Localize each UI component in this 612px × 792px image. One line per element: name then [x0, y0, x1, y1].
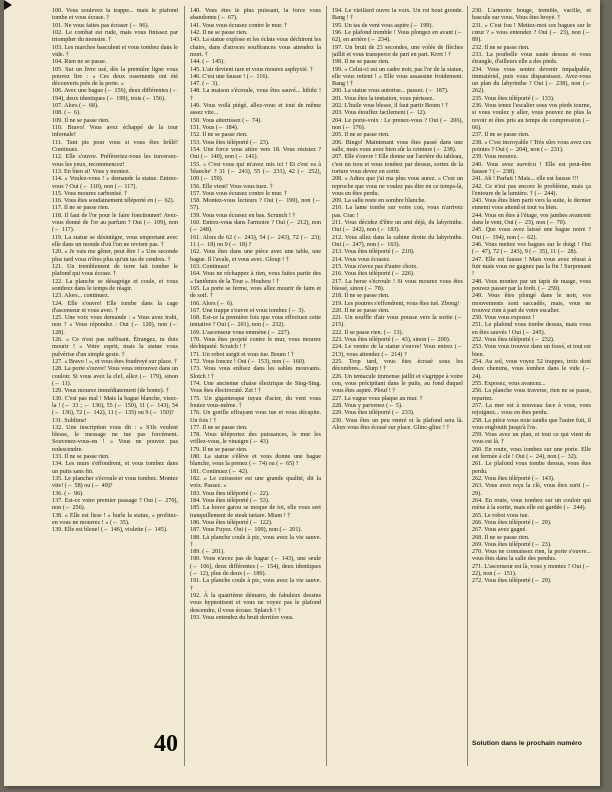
paragraph-entry: 221. Un souffle d'air vous pousse vers la sortie (← 215).	[332, 315, 463, 329]
paragraph-entry: 158. Montez-vous lecteurs ? Oui (← 199), non (← 57).	[190, 198, 321, 212]
text-column-1	[52, 8, 178, 748]
paragraph-entry: 175. Un gigantesque tuyau d'acier, du vent vous foutez vous-même. †	[190, 395, 321, 409]
paragraph-entry: 207. Elle s'ouvre ! Elle donne sur l'arrière du tableau, c'est un trou et vous tombez par dessus, sortez de la torture vous devez en sortir.	[332, 154, 463, 175]
paragraph-entry: 260. En route, vous tombez sur une porte. Elle est fermée à clé ! Oui (← 24), non (← 32).	[472, 446, 591, 461]
paragraph-entry: 230. Vous êtes un peu rentré et la plafond sera là. Alors vous êtes écrasé sur place. Glinc-glinc ! †	[332, 417, 463, 431]
paragraph-entry: 198. Il ne se passe rien.	[332, 59, 390, 66]
paragraph-entry: 214. Vous vous écrasez.	[332, 256, 391, 263]
paragraph-entry: 180. La statue s'élève et vous donne une bague blanche, vous la prenez (← 74) ou (← 65) ?	[190, 454, 321, 468]
text-column-3	[332, 8, 463, 748]
paragraph-entry: 271. L'ascenseur est là, vous y montez ? Oui (← 22), non (← 151).	[472, 563, 591, 578]
paragraph-entry: 189. (← 201).	[190, 549, 225, 556]
paragraph-entry: 118. Il faut de l'or pour le faire fonctionner! Avez-vous donné de l'or au parfum ? Oui (← 109), non (← 117).	[52, 212, 178, 234]
paragraph-entry: 160. Entrez-vous dans l'armoire ? Oui (← 212), non (← 248).	[190, 220, 321, 234]
paragraph-entry: 119. La statue se désintègre, vous emportant avec elle dans un monde d'où l'on ne revient pas. †	[52, 234, 178, 248]
corner-arrow-icon	[4, 0, 12, 10]
paragraph-entry: 264. En route, vous tombez sur un couloir qui mène à la sortie, mais elle est gardée (← 244).	[472, 497, 591, 512]
paragraph-entry: 188. Là planche coule à pic, vous avez la vie sauve. †	[190, 534, 321, 548]
paragraph-entry: 219. Les poutres s'effondrent, vous êtes tué. Zbong!	[332, 300, 460, 307]
paragraph-entry: 205. Il ne se passe rien.	[332, 132, 390, 139]
paragraph-entry: 156. Elle vient! Vous vous tuez. †	[190, 183, 273, 190]
paragraph-entry: 179. Il ne se passe rien.	[190, 446, 248, 453]
paragraph-entry: 122. La planche se désagrège et coule, et vous sombrez dans le temps de réagir.	[52, 278, 178, 292]
paragraph-entry: 250. Vous vous exposez !	[472, 315, 535, 322]
paragraph-entry: 136. (← 96).	[52, 490, 84, 497]
paragraph-entry: 186. Vous êtes téléporté (← 122).	[190, 519, 273, 526]
paragraph-entry: 114. « Voulez-vous ! » demande la statue. Entrez-vous ? Oui (← 110), non (← 117).	[52, 176, 178, 190]
paragraph-entry: 194. Le vieillard ouvre la voix. Un roi bout gronde. Bang ! †	[332, 8, 463, 22]
paragraph-entry: 169. L'ascenseur vous emmène (← 227).	[190, 329, 291, 336]
paragraph-entry: 129. Vous mourez immédiatement (de honte). †	[52, 388, 169, 395]
paragraph-entry: 254. Au sol, vous voyez 52 trappes, trois dont deux chemins, vous tombez dans le vide (← 24).	[472, 359, 591, 380]
paragraph-entry: 251. Le plafond vous tombe dessus, mais vous en êtes sauvés ! Oui (← 245).	[472, 322, 591, 336]
paragraph-entry: 128. La porte s'ouvre! Vous vous retrouvez dans un couloir. Si vous avez la clef, allez (← 179), sinon (← 11).	[52, 366, 178, 387]
text-column-4	[472, 8, 591, 748]
paragraph-entry: 101. Ne vous faites pas écraser (← 96).	[52, 22, 150, 29]
paragraph-entry: 243. Vous êtes bien parti vers la suite, le dernier ennemi vous attend et tout va bien.	[472, 198, 591, 212]
paragraph-entry: 220. Il ne se passe rien.	[332, 307, 390, 314]
paragraph-entry: 145. L'air devient rare et vous mourez asphyxié. †	[190, 66, 313, 73]
paragraph-entry: 241. Ah ! Parfait ! Mais... elle est fausse !!!	[472, 176, 579, 183]
paragraph-entry: 253. Vous vous trouvez dans un fossé, et tout est bien.	[472, 344, 591, 358]
paragraph-entry: 192. À la quatrième démarre, de fabuleux dessins vous hypnotisent et vous ne voyez pas le plafond descendre, il vous écrase. Splatch ! †	[190, 593, 321, 614]
paragraph-entry: 263. Vous avez reçu la clé, vous êtes sorti (← 29).	[472, 483, 591, 497]
paragraph-entry: 233. La poubelle vous saute dessus et vous étrangle, d'ailleurs elle a des pieds.	[472, 51, 591, 66]
paragraph-entry: 204. Le porte-voix : Le prenez-vous ? Oui (← 206), non (← 176).	[332, 117, 463, 131]
paragraph-entry: 256. La planche vous traverse, rien ne se passe, repartez.	[472, 388, 591, 402]
paragraph-entry: 109. Il ne se passe rien.	[52, 117, 110, 124]
paragraph-entry: 159. Vous vous écrasez en bas. Scrunch ! †	[190, 212, 296, 219]
solution-note: Solution dans le prochain numéro	[472, 740, 582, 747]
paragraph-entry: 143. La statue explose et les éclats vous déchirent les chairs, dans d'atroces souffrances vous attendez la mort. †	[190, 37, 321, 58]
paragraph-entry: 258. La pièce vous noie tandis que l'autre fuit, il vous engloutit jusqu'à l'os.	[472, 417, 591, 431]
paragraph-entry: 212. Vous allez dans la cabine droite du labyrinthe. Oui (← 247), non (← 163).	[332, 234, 463, 248]
paragraph-entry: 105. Sur un livre usé, dès la première ligne vous pouvez lire : « Ces deux ossements ont été découverts près de la porte. »	[52, 66, 178, 88]
paragraph-entry: 235. Vous êtes téléporté (← 133).	[472, 95, 555, 102]
paragraph-entry: 165. La porte se ferme, vous allez mourir de faim et de soif. †	[190, 285, 321, 300]
paragraph-entry: 259. Vous avez un plan, et tout ce qui vient de vous est là. †	[472, 432, 591, 446]
paragraph-entry: 144. (← 145).	[190, 59, 225, 66]
paragraph-entry: 269. Vous êtes téléporté (← 23).	[472, 541, 552, 548]
paragraph-entry: 150. Vous atterrissez (← 74).	[190, 117, 262, 124]
paragraph-entry: 208. « Adieu que j'ai ma plus vous aurez. » C'est un reproche que vous ne voulez pas dire en ce temps-là, vous en êtes perdu.	[332, 176, 463, 197]
paragraph-entry: 138. « Elle est lisse ! » hurle la statue, « profitez-en vous ne mourrez ! » (← 35).	[52, 512, 178, 526]
paragraph-entry: 125. Une voix vous demande : « Vous avez trahi, non ? » Vous répondez : Oui (← 120), non (← 128).	[52, 315, 178, 336]
paragraph-entry: 267. Vous avez gagné.	[472, 527, 527, 534]
paragraph-entry: 229. Vous êtes téléporté (← 233).	[332, 410, 415, 417]
paragraph-entry: 167. Une trappe s'ouvre et vous tombez (← 3).	[190, 307, 306, 314]
paragraph-entry: 103. Les marches basculent et vous tombez dans le vide. †	[52, 44, 178, 58]
paragraph-entry: 209. La salle reste en sombre blanche.	[332, 198, 426, 205]
paragraph-entry: 152. Il ne se passe rien.	[190, 132, 248, 139]
paragraph-entry: 196. Le plafond tremble ! Vous plongez en avant (← 62), en arrière (← 234).	[332, 29, 463, 44]
paragraph-entry: 117. Il ne se passe rien.	[52, 205, 110, 212]
paragraph-entry: 227. La vague vous plaque au mur. †	[332, 395, 423, 402]
paragraph-entry: 210. La lame tombe sur votre cou, vous n'arrivez pas. Crac !	[332, 205, 463, 219]
paragraph-entry: 182. « Le cuirassier est une grande qualité, dit la voix. Passez. »	[190, 476, 321, 490]
paragraph-entry: 236. Vous tenez l'escalier sous vos pieds tourne, si vous voulez y aller, vous pouvez ne plus la revoir et êtes pris au temps de compression (← 66).	[472, 103, 591, 131]
paragraph-entry: 190. Vous n'avez pas de bague (← 143), une seule (← 106), deux différentes (← 154), deux identiques (← 12), plus de deux (← 189).	[190, 556, 321, 578]
paragraph-entry: 106. Avec une bague (← 156), deux différentes (← 194), deux identiques (← 199), trois (← 156).	[52, 88, 178, 102]
paragraph-entry: 176. Un gorille effrayant vous tue et vous décapite. Un fois ! †	[190, 410, 321, 424]
paragraph-entry: 134. Les murs s'effondrent, et vous tombez dans un puits sans fin.	[52, 461, 178, 475]
paragraph-entry: 100. Vous soulevez la trappe... mais le plafond tombe et vous écrase. †	[52, 8, 178, 22]
paragraph-entry: 162. Vous êtes dans une pièce avec une table, une bague. Il l'avale, et vous avec. Gloup ! †	[190, 249, 321, 263]
paragraph-entry: 232. Il ne se passe rien.	[472, 44, 530, 51]
paragraph-entry: 121. Un tremblement de terre fait tomber le plafond qui vous écrase. †	[52, 263, 178, 278]
paragraph-entry: 187. Vous Fuyez. Oui (← 109), non (← 201).	[190, 527, 303, 534]
paragraph-entry: 137. Est-ce votre premier passage ? Oui (← 270), non (← 256).	[52, 497, 178, 512]
column-divider	[326, 6, 327, 766]
paragraph-entry: 246. Vous mettez vos bagues sur le doigt ! Oui (← 47), 72 (← 243), 9 (← 35), 11 (← 28).	[472, 242, 591, 256]
paragraph-entry: 262. Vous êtes téléporté (← 143).	[472, 476, 555, 482]
paragraph-entry: 268. Il ne se passe rien.	[472, 534, 530, 541]
paragraph-entry: 261. Le plafond vous tombe dessus, vous êtes perdu.	[472, 461, 591, 475]
paragraph-entry: 110. Bravo! Vous avez échappé de la tour infernale!	[52, 125, 178, 139]
paragraph-entry: 115. Vous mourez carbonisé. †	[52, 190, 128, 197]
page-number: 40	[154, 731, 178, 757]
paragraph-entry: 140. Vous êtes le plus puissant, la force vous abandonne (← 67).	[190, 8, 321, 22]
paragraph-entry: 237. Il ne se passe rien.	[472, 132, 530, 139]
paragraph-entry: 270. Vous ne connaissez rien, la porte s'ouvre... vous êtes dans la salle des pendus.	[472, 549, 591, 563]
paragraph-entry: 135. Le plancher s'écroule et vous tombez. Montez vite! (← 58) ou (← 49)?	[52, 476, 178, 490]
paragraph-entry: 197. Un bruit de 23 secondes, une volée de flèches jaillit et vous transperce de part en part. Krrrt ! †	[332, 44, 463, 58]
paragraph-entry: 230. L'armoire bouge, tremble, vacille, et bascule sur vous. Vous êtes broyé. †	[472, 8, 591, 22]
column-divider	[184, 6, 185, 766]
paragraph-entry: 131. Sublime!	[52, 417, 87, 424]
paragraph-entry: 234. Vous vous sentez devenir impalpable, immatériel, puis vous disparaissez. Avez-vous un plan du labyrinthe ? Oui (← 238), non (← 262).	[472, 66, 591, 95]
paragraph-entry: 249. Vous êtes plongé dans le noir, vos mouvements sont saccadés, mais, vous ne trouvez rien à part de votre escalier.	[472, 293, 591, 314]
paragraph-entry: 213. Vous êtes téléporté (← 210).	[332, 249, 415, 256]
paragraph-entry: 244. Vous en êtes à l'étage, vos jambes avancent dans le vent, Oui (← 23), non (← 70).	[472, 212, 591, 227]
paragraph-entry: 178. Vous téléportez des puissances, le mur les vrillez-vous, le vinaigre (← 43).	[190, 432, 321, 446]
paragraph-entry: 195. Un tas de vent vous aspire (← 199).	[332, 22, 433, 29]
paragraph-entry: 157. Vous vous écrasez contre le mur. †	[190, 190, 288, 197]
paragraph-entry: 120. « Je vais me gêner, peut être ! » Une seconde plus tard vous n'êtes plus qu'un tas de cendres. †	[52, 249, 178, 263]
paragraph-entry: 183. Vous êtes téléporté (← 22).	[190, 490, 270, 497]
paragraph-entry: 149. Vous voilà piégé, allez-vous et tout de même assez vite...	[190, 103, 321, 117]
paragraph-entry: 139. Elle est bleue! (← 146), violette (← 145).	[52, 527, 168, 534]
paragraph-entry: 112. Elle s'ouvre. Préfèreriez-vous les traversez-vous les yeux, recommencez!	[52, 154, 178, 168]
paragraph-entry: 172. Vous foncez ! Oui (← 153), non (← 160).	[190, 359, 306, 365]
paragraph-entry: 170. Vous êtes projeté contre le mur, vous mourez déchiqueté. Scratch ! †	[190, 337, 321, 351]
paragraph-entry: 173. Vous vous enlisez dans les sables mouvants. Slotch ! †	[190, 366, 321, 380]
paragraph-entry: 116. Vous êtes soudainement téléporté en (← 62).	[52, 198, 175, 205]
paragraph-entry: 199. « Celui-ci est un cadre noir, pas l'or de la statue, elle vous retient ! » Elle vous assassine froidement. Bang ! †	[332, 66, 463, 88]
paragraph-entry: 222. Il se passe rien. (← 13).	[332, 329, 404, 336]
paragraph-entry: 151. Vous (← 184).	[190, 125, 239, 131]
paragraph-entry: 132. Une inscription vous dit : « S'ils veulent blesse, le message ne tue pas forcément. Souvenez-vous-en ! » Vous ne pouvez pas redescendre.	[52, 424, 178, 453]
paragraph-entry: 218. Il ne se passe rien.	[332, 293, 390, 300]
paragraph-entry: 226. Un tentacule immense jaillit et s'agrippe à votre cou, vous précipitant dans le puits, au fond duquel vous êtes aspiré. Plouf ! †	[332, 373, 463, 395]
paragraph-entry: 185. La louve garou se moque de toi, elle vous sert tranquillement de steak tartare. Miam ! †	[190, 505, 321, 519]
paragraph-entry: 113. En bien si! Vous y montez.	[52, 168, 131, 175]
paragraph-entry: 107. Alors (← 68).	[52, 103, 99, 110]
paragraph-entry: 111. Tant pis pour vous si vous êtes brûlé! Continuez.	[52, 139, 178, 153]
paragraph-entry: 245. Que vous avez laissé une bague noire ? Oui (← 194), non (← 62).	[472, 227, 591, 241]
paragraph-entry: 154. Une force vous attire vers 18. Vous résistez ? Oui (← 140), non (← 141).	[190, 146, 321, 161]
text-column-2	[190, 8, 321, 748]
paragraph-entry: 181. Continuez (← 42).	[190, 468, 249, 475]
paragraph-entry: 266. Vous êtes téléporté (← 29).	[472, 519, 552, 526]
paragraph-entry: 141. Vous vous écrasez contre le mur. †	[190, 22, 288, 29]
paragraph-entry: 133. Il ne se passe rien.	[52, 454, 110, 461]
paragraph-entry: 155. « C'est vous qui m'avez mis ici ! Et c'est va à 'blanche' ? 31 (← 243), 55 (← 231), 42 (← 252), 109 (← 159).	[190, 161, 321, 183]
paragraph-entry: 193. Vous entendez du bruit derrière vous.	[190, 614, 294, 621]
paragraph-entry: 238. « C'est incroyable ! Très sûrs vous avez ces pointes ? Oui (← 204), non (← 231).	[472, 139, 591, 153]
paragraph-entry: 124. Elle s'ouvre! Elle tombe dans la cage d'ascenseur et vous avec. †	[52, 300, 178, 314]
paragraph-entry: 153. Vous êtes téléporté (← 23).	[190, 139, 270, 146]
paragraph-entry: 206. Bingo! Maintenant vous êtes passé dans une salle, mais vous avez bien sûr la ceinture (← 238).	[332, 139, 463, 153]
paragraph-entry: 108. (← 6).	[52, 110, 81, 117]
paragraph-entry: 130. C'est pas mal ! Mais la bague blanche, visez-la ! (← 33 ; ← 136), 55 (← 150), 11 (← 143), 54 (← 136), 72 (← 142), 11 (← 135) ou 9 (← 150)?	[52, 395, 178, 417]
paragraph-entry: 272. Vous êtes téléporté (← 29).	[472, 578, 552, 585]
paragraph-entry: 203. Vous étouffez facilement (← 12).	[332, 110, 427, 117]
paragraph-entry: 252. Vous êtes téléporté (← 232).	[472, 337, 555, 344]
paragraph-entry: 248. Vous montez par un tapis de nuage, vous pouvez passer par la forêt. (← 259).	[472, 278, 591, 292]
paragraph-entry: 191. La planche coule à pic, vous avez la vie sauve. †	[190, 578, 321, 592]
paragraph-entry: 201. Vous êtes la tentation, vous périssez.	[332, 95, 434, 102]
paragraph-entry: 202. L'huile vous blesse, il faut partir Boum ! †	[332, 103, 449, 110]
paragraph-entry: 242. Ce n'est pas encore le problème, mais ça l'entoure de la lumière. † (← 244).	[472, 183, 591, 197]
paragraph-entry: 168. Est-ce la première fois que vous effectuez cette tentative ? Oui (← 201), non (← 232).	[190, 315, 321, 329]
paragraph-entry: 216. Vous êtes téléporté (← 226).	[332, 271, 415, 278]
paragraph-entry: 231. « C'est fou ! Mettez-moi ces bagues sur le cœur ? » vous entendez ? Oui (← 23), non (← 89).	[472, 22, 591, 44]
paragraph-entry: 148. La maison s'écroule, vous êtes sauvé... hihihi ! †	[190, 88, 321, 102]
paragraph-entry: 240. Vous avez survécu ! Elle est peut-être fausse ? (← 238).	[472, 161, 591, 175]
paragraph-entry: 255. Exposez, vous avancez...	[472, 380, 546, 387]
paragraph-entry: 225. Trop tard, vous êtes écrasé sous les décombres... Slurp ! †	[332, 359, 463, 373]
paragraph-entry: 161. Alors de 62 (← 243), 54 (← 243), 72 (← 23); 11 (← 18) ou 9 (← 18) ?	[190, 234, 321, 248]
paragraph-entry: 163. Continuez!	[190, 263, 230, 270]
paragraph-entry: 104. Rien ne se passe.	[52, 59, 107, 66]
paragraph-entry: 174. Une ancienne chaise électrique de Sing-Sing. Vous êtes électrocuté. Zzt ! †	[190, 380, 321, 395]
paragraph-entry: 166. Alors (← 6).	[190, 300, 234, 307]
paragraph-entry: 257. La mer est à nouveau face à vous, vous rejoignez... vous en êtes perdu.	[472, 402, 591, 417]
paragraph-entry: 147. (← 3).	[190, 81, 219, 88]
paragraph-entry: 223. Vous êtes téléporté (← 43), sinon (← 200).	[332, 337, 451, 344]
paragraph-entry: 184. Vous êtes téléporté (← 53).	[190, 497, 270, 504]
paragraph-entry: 177. Il ne se passe rien.	[190, 424, 248, 431]
magazine-page	[4, 0, 600, 786]
paragraph-entry: 164. Vous ne réchappez à rien, vous faites partie des « fantômes de la Tour ». Houhou ! †	[190, 271, 321, 285]
paragraph-entry: 127. « Bravo ! », et vous êtes foudroyé sur place. †	[52, 359, 178, 365]
paragraph-entry: 146. C'est une fausse ! (← 116).	[190, 73, 269, 80]
paragraph-entry: 171. Un robot surgit et vous tue. Boum ! †	[190, 351, 295, 358]
paragraph-entry: 123. Alors... continuez.	[52, 293, 110, 300]
paragraph-entry: 265. Le robot vous tue.	[472, 512, 529, 519]
paragraph-entry: 142. Il ne se passe rien.	[190, 29, 248, 36]
paragraph-entry: 217. La herse s'écroule ! Si vous mourez vous êtes blessé, sinon (← 78).	[332, 278, 463, 292]
paragraph-entry: 247. Elle est fausse ! Mais vous avez réussi à fuir mais vous ne gagnez pas la fin ! Surprenant !	[472, 256, 591, 278]
paragraph-entry: 126. « Ce n'est pas suffisant. Étrangez, tu dois mourir ! » Votre esprit, mais la statue vous pulvérise d'un simple geste. †	[52, 337, 178, 358]
paragraph-entry: 200. La statue vous autorise... passez. (← 187).	[332, 88, 449, 95]
paragraph-entry: 228. Vous y parvenez (← 5).	[332, 402, 403, 409]
paragraph-entry: 102. Le combat est rude, mais vous finissez par triompher du monstre. †	[52, 29, 178, 44]
column-divider	[467, 6, 468, 766]
paragraph-entry: 224. Le ventre de la statue s'ouvre! Vous entrez (← 213), vous attendez (← 214) ?	[332, 344, 463, 358]
paragraph-entry: 211. Vous décidez d'être un ami déjà, du labyrinthe. Oui (← 242), non (← 183).	[332, 220, 463, 234]
paragraph-entry: 215. Vous n'avez pas d'autre choix.	[332, 263, 418, 270]
paragraph-entry: 239. Vous mourez.	[472, 154, 518, 161]
